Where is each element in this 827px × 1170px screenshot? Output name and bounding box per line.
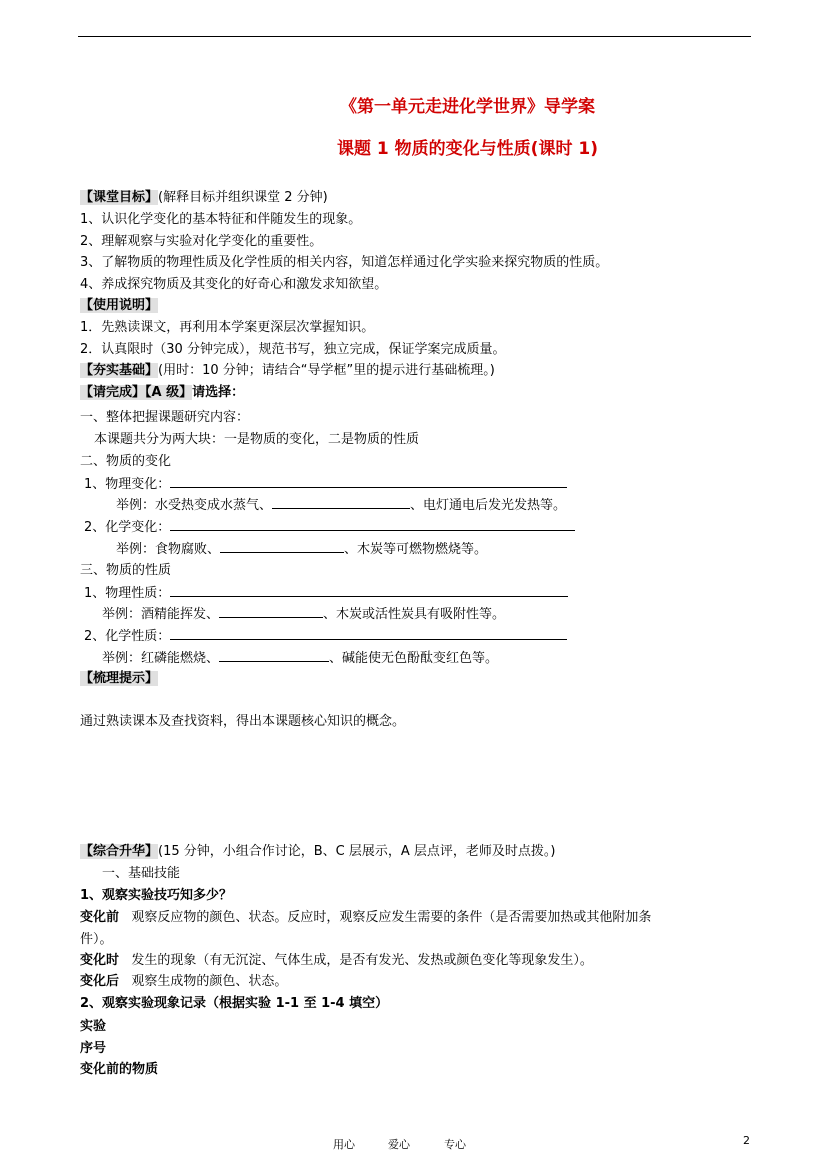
example-text: 、木炭或活性炭具有吸附性等。 [323, 607, 506, 622]
page-title: 《第一单元走进化学世界》导学案 [340, 97, 595, 117]
basics-note: (用时：10 分钟；请结合“导学框”里的提示进行基础梳理。) [158, 363, 495, 378]
example-text: 、电灯通电后发光发热等。 [410, 498, 567, 513]
usage-label: 【使用说明】 [80, 298, 159, 313]
example-text: 举例：食物腐败、 [116, 542, 221, 557]
before-label: 变化前 [80, 910, 120, 925]
chem-change-blank[interactable] [170, 518, 575, 531]
example-text: 、碱能使无色酚酞变红色等。 [329, 651, 499, 666]
tips-body: 通过熟读课本及查找资料，得出本课题核心知识的概念。 [80, 714, 406, 729]
example-text: 举例：酒精能挥发、 [102, 607, 220, 622]
table-header-before-substance: 变化前的物质 [80, 1062, 159, 1077]
chem-prop-example-blank[interactable] [219, 649, 329, 662]
page-subtitle: 课题 1 物质的变化与性质(课时 1) [337, 139, 598, 159]
footer-text-3: 专心 [444, 1138, 466, 1151]
level-a-label: 【A 级】 [145, 385, 193, 400]
footer-text-1: 用心 [333, 1138, 355, 1151]
chem-change-row [84, 518, 575, 537]
question-2: 2、观察实验现象记录（根据实验 1-1 至 1-4 填空） [80, 996, 389, 1011]
complete-heading [80, 384, 244, 402]
phys-change-blank[interactable] [170, 475, 567, 488]
before-text-cont: 件）。 [80, 932, 113, 947]
phys-prop-example [102, 605, 505, 624]
goal-item: 2、理解观察与实验对化学变化的重要性。 [80, 234, 323, 249]
basics-heading [80, 362, 495, 380]
phys-prop-label: 1、物理性质： [84, 586, 171, 601]
goals-label: 【课堂目标】 [80, 190, 159, 205]
during-label: 变化时 [80, 953, 120, 968]
question-1: 1、观察实验技巧知多少？ [80, 888, 233, 903]
goal-item: 4、养成探究物质及其变化的好奇心和激发求知欲望。 [80, 277, 388, 292]
complete-rest: 请选择： [192, 385, 245, 400]
after-row [80, 973, 287, 991]
before-text: 观察反应物的颜色、状态。反应时，观察反应发生需要的条件（是否需要加热或其他附加条 [131, 910, 652, 925]
after-text: 观察生成物的颜色、状态。 [131, 974, 288, 989]
chem-change-example-blank[interactable] [220, 540, 344, 553]
advance-heading [80, 843, 556, 861]
during-text: 发生的现象（有无沉淀、气体生成，是否有发光、发热或颜色变化等现象发生）。 [131, 953, 593, 968]
page-number: 2 [743, 1134, 750, 1147]
section1-body: 本课题共分为两大块：一是物质的变化，二是物质的性质 [94, 432, 420, 447]
usage-heading [80, 297, 158, 315]
goal-item: 1、认识化学变化的基本特征和伴随发生的现象。 [80, 212, 362, 227]
basics-label: 【夯实基础】 [80, 363, 159, 378]
goal-item: 3、了解物质的物理性质及化学性质的相关内容，知道怎样通过化学实验来探究物质的性质。 [80, 255, 609, 270]
section1-title: 一、整体把握课题研究内容： [80, 410, 250, 425]
section3-title: 三、物质的性质 [80, 563, 172, 578]
phys-prop-row [84, 584, 568, 603]
phys-change-example [116, 496, 566, 515]
phys-prop-blank[interactable] [170, 584, 568, 597]
example-text: 举例：水受热变成水蒸气、 [116, 498, 273, 513]
phys-change-example-blank[interactable] [272, 496, 410, 509]
section2-title: 二、物质的变化 [80, 454, 172, 469]
goals-note: (解释目标并组织课堂 2 分钟) [158, 190, 328, 205]
table-header-number: 序号 [80, 1041, 107, 1056]
tips-heading [80, 670, 158, 688]
chem-prop-label: 2、化学性质： [84, 629, 171, 644]
usage-item: 1．先熟读课文，再利用本学案更深层次掌握知识。 [80, 320, 375, 335]
after-label: 变化后 [80, 974, 120, 989]
during-row [80, 952, 593, 970]
chem-change-example [116, 540, 487, 559]
header-rule [78, 36, 751, 37]
advance-label: 【综合升华】 [80, 844, 159, 859]
chem-prop-row [84, 627, 567, 646]
phys-prop-example-blank[interactable] [219, 605, 323, 618]
example-text: 、木炭等可燃物燃烧等。 [344, 542, 488, 557]
phys-change-label: 1、物理变化： [84, 477, 171, 492]
before-row [80, 909, 651, 927]
tips-label: 【梳理提示】 [80, 671, 159, 686]
example-text: 举例：红磷能燃烧、 [102, 651, 220, 666]
chem-prop-example [102, 649, 498, 668]
chem-change-label: 2、化学变化： [84, 520, 171, 535]
table-header-experiment: 实验 [80, 1019, 107, 1034]
footer-text-2: 爱心 [388, 1138, 410, 1151]
phys-change-row [84, 475, 567, 494]
goals-heading [80, 189, 328, 207]
advance-sub: 一、基础技能 [102, 866, 181, 881]
usage-item: 2．认真限时（30 分钟完成），规范书写，独立完成，保证学案完成质量。 [80, 342, 506, 357]
advance-note: (15 分钟，小组合作讨论，B、C 层展示，A 层点评，老师及时点拨。) [158, 844, 556, 859]
complete-label: 【请完成】 [80, 385, 146, 400]
chem-prop-blank[interactable] [170, 627, 567, 640]
